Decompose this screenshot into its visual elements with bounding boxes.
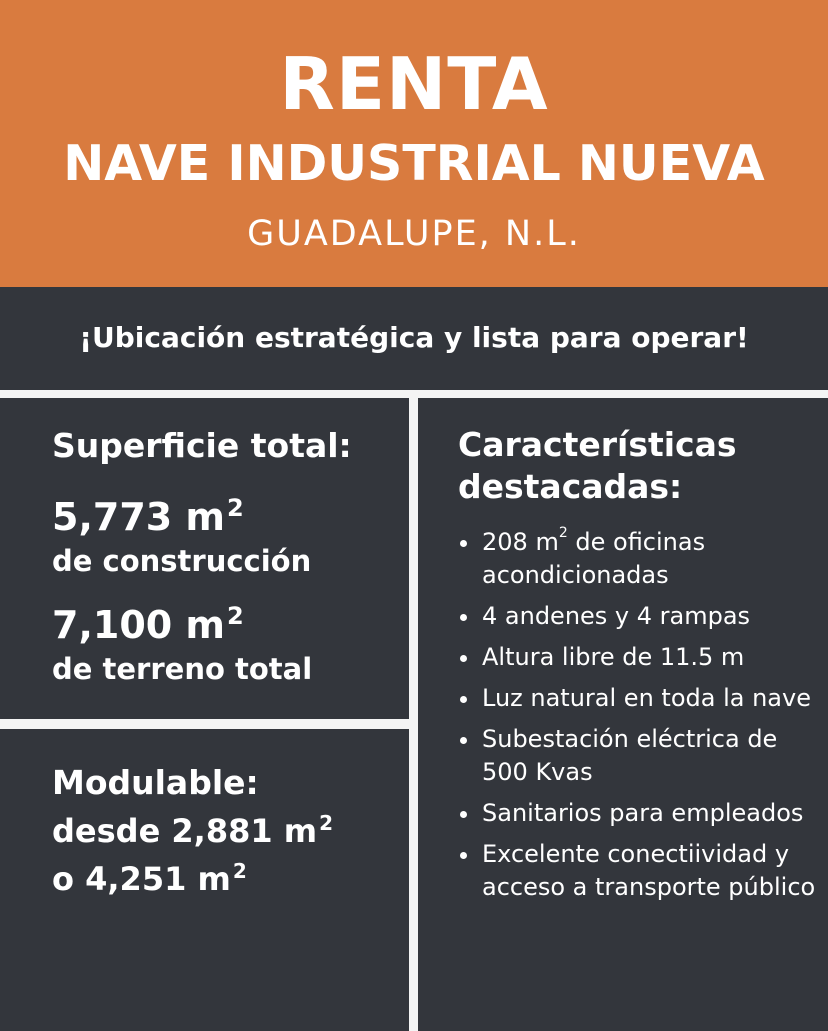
feature-item: Sanitarios para empleados bbox=[458, 797, 818, 830]
feature-item-text: 208 m bbox=[482, 528, 559, 556]
feature-item-exponent: 2 bbox=[558, 525, 568, 541]
modular-option-1-exponent: 2 bbox=[319, 811, 334, 835]
feature-item: Altura libre de 11.5 m bbox=[458, 641, 818, 674]
feature-item: Excelente conectiividad y acceso a transporte público bbox=[458, 838, 818, 904]
tagline-band bbox=[0, 287, 828, 390]
construction-unit-exponent: 2 bbox=[227, 494, 244, 522]
land-value-number: 7,100 m bbox=[52, 603, 226, 647]
feature-item: Luz natural en toda la nave bbox=[458, 682, 818, 715]
land-caption: de terreno total bbox=[52, 652, 313, 686]
features-heading bbox=[458, 424, 737, 508]
modular-option-2 bbox=[52, 859, 247, 899]
modular-option-1 bbox=[52, 811, 333, 851]
feature-item-rest: de oficinas acondicionadas bbox=[482, 528, 706, 589]
page-title: RENTA bbox=[279, 42, 549, 126]
feature-item: 4 andenes y 4 rampas bbox=[458, 600, 818, 633]
modular-option-2-text: o 4,251 m bbox=[52, 860, 231, 898]
tagline: ¡Ubicación estratégica y lista para operar! bbox=[79, 321, 749, 354]
construction-value-number: 5,773 m bbox=[52, 495, 226, 539]
features-list bbox=[458, 526, 818, 912]
construction-value bbox=[52, 494, 244, 540]
location-label: GUADALUPE, N.L. bbox=[247, 214, 581, 254]
construction-caption: de construcción bbox=[52, 544, 312, 578]
land-unit-exponent: 2 bbox=[227, 602, 244, 630]
modular-panel bbox=[0, 729, 409, 1031]
features-heading-line-1: Características bbox=[458, 425, 737, 464]
land-value bbox=[52, 602, 244, 648]
features-panel bbox=[418, 398, 828, 1031]
page-subtitle: NAVE INDUSTRIAL NUEVA bbox=[63, 135, 765, 192]
modular-heading: Modulable: bbox=[52, 763, 259, 802]
surface-panel bbox=[0, 398, 409, 719]
surface-heading: Superficie total: bbox=[52, 426, 352, 465]
modular-option-1-text: desde 2,881 m bbox=[52, 812, 318, 850]
feature-item: Subestación eléctrica de 500 Kvas bbox=[458, 723, 818, 789]
modular-option-2-exponent: 2 bbox=[232, 859, 247, 883]
feature-item bbox=[458, 526, 818, 592]
header-banner bbox=[0, 0, 828, 287]
features-heading-line-2: destacadas: bbox=[458, 467, 683, 506]
